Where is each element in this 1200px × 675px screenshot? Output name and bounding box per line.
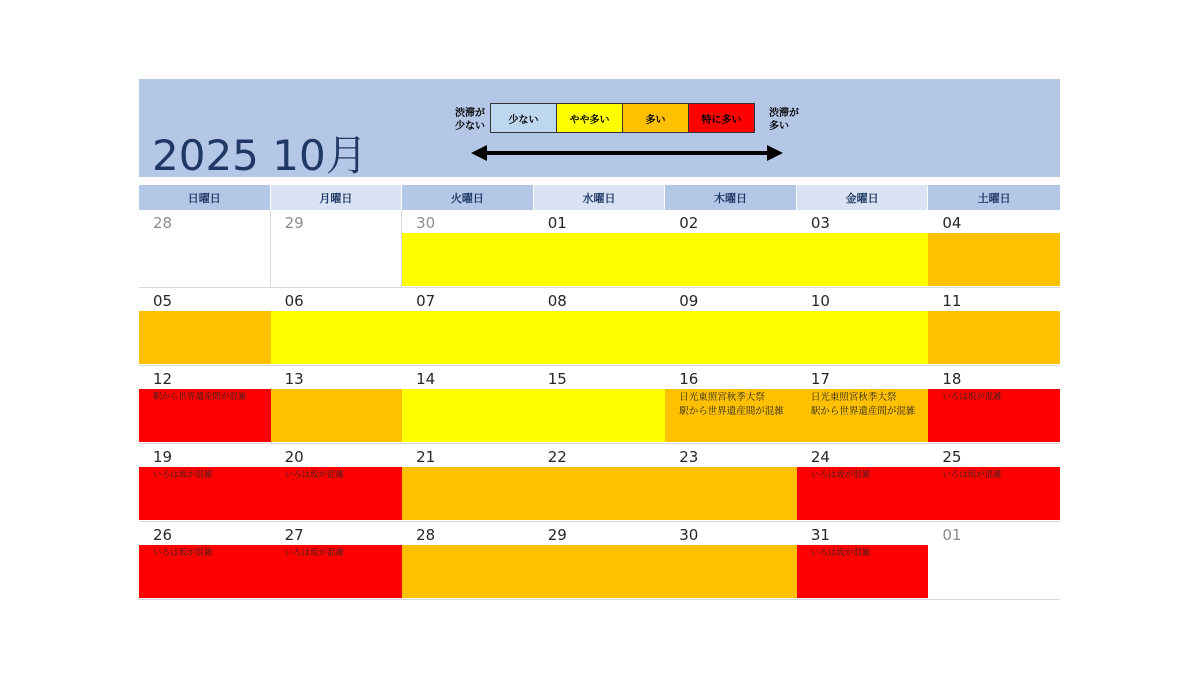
day-cell[interactable] <box>402 288 534 365</box>
legend-low-line-1: 渋滞が <box>455 108 485 119</box>
day-cell[interactable] <box>402 522 534 599</box>
week-row <box>139 366 1060 444</box>
day-cell[interactable] <box>534 444 666 521</box>
event-note <box>942 391 1002 403</box>
day-number: 28 <box>153 214 173 232</box>
weekday-header: 日曜日 <box>139 185 271 210</box>
legend-item-2: 多い <box>622 103 689 133</box>
weekday-header: 土曜日 <box>928 185 1060 210</box>
day-cell[interactable] <box>665 522 797 599</box>
congestion-band <box>534 311 666 364</box>
day-cell[interactable] <box>534 288 666 365</box>
congestion-band <box>271 311 403 364</box>
day-number: 27 <box>284 526 304 544</box>
day-number: 24 <box>810 448 830 466</box>
event-note-line: 駅から世界遺産間が混雑 <box>810 406 916 417</box>
event-note <box>285 469 345 481</box>
day-number: 12 <box>153 370 173 388</box>
legend-item-3: 特に多い <box>688 103 755 133</box>
week-row <box>139 522 1060 600</box>
legend-item-1: やや多い <box>556 103 623 133</box>
day-number: 03 <box>810 214 830 232</box>
day-cell[interactable] <box>665 444 797 521</box>
day-cell[interactable] <box>139 288 271 365</box>
event-note-line: いろは坂が混雑 <box>810 548 871 558</box>
day-number: 30 <box>679 526 699 544</box>
day-number: 06 <box>284 292 304 310</box>
week-row <box>139 210 1060 288</box>
day-cell[interactable] <box>402 444 534 521</box>
day-number: 09 <box>679 292 699 310</box>
day-cell[interactable] <box>139 522 271 599</box>
congestion-band <box>534 467 666 520</box>
day-number: 28 <box>416 526 436 544</box>
day-number: 21 <box>416 448 436 466</box>
day-cell[interactable] <box>271 210 403 287</box>
day-number: 05 <box>153 292 173 310</box>
congestion-band <box>402 311 534 364</box>
day-number: 17 <box>810 370 830 388</box>
event-note-line: いろは坂が混雑 <box>284 548 345 558</box>
congestion-band <box>665 545 797 598</box>
weekday-header-row <box>139 185 1060 210</box>
event-note-line: いろは坂が混雑 <box>153 548 213 558</box>
day-cell[interactable] <box>271 522 403 599</box>
day-number: 08 <box>547 292 567 310</box>
congestion-band <box>797 311 929 364</box>
day-cell[interactable] <box>797 288 929 365</box>
day-number: 01 <box>942 526 962 544</box>
day-number: 22 <box>547 448 567 466</box>
day-number: 14 <box>416 370 436 388</box>
congestion-band <box>402 389 534 442</box>
weekday-header: 火曜日 <box>402 185 534 210</box>
congestion-band <box>534 389 666 442</box>
congestion-band <box>928 233 1060 286</box>
congestion-band <box>797 233 929 286</box>
event-note-line: いろは坂が混雑 <box>153 470 213 480</box>
day-cell[interactable] <box>139 444 271 521</box>
day-cell[interactable] <box>797 210 929 287</box>
event-note <box>942 469 1002 481</box>
event-note-line: 日光東照宮秋季大祭 <box>810 392 897 403</box>
event-note <box>679 391 784 419</box>
event-note-line: 駅から世界遺産間が混雑 <box>153 392 247 402</box>
congestion-band <box>665 467 797 520</box>
day-cell[interactable] <box>665 288 797 365</box>
event-note-line: 日光東照宮秋季大祭 <box>679 392 765 403</box>
day-number: 02 <box>679 214 699 232</box>
congestion-band <box>534 233 666 286</box>
congestion-band <box>928 311 1060 364</box>
day-number: 31 <box>810 526 830 544</box>
congestion-band <box>534 545 666 598</box>
day-number: 29 <box>284 214 304 232</box>
week-row <box>139 444 1060 522</box>
day-number: 25 <box>942 448 962 466</box>
event-note-line: いろは坂が混雑 <box>942 392 1002 402</box>
day-number: 13 <box>284 370 304 388</box>
weekday-header: 月曜日 <box>271 185 403 210</box>
legend-boxes <box>491 103 755 133</box>
day-cell[interactable] <box>402 210 534 287</box>
day-cell[interactable] <box>928 288 1060 365</box>
day-number: 01 <box>547 214 567 232</box>
day-cell[interactable] <box>797 444 929 521</box>
day-number: 29 <box>547 526 567 544</box>
day-number: 15 <box>547 370 567 388</box>
double-arrow-icon <box>471 142 783 164</box>
weekday-header: 金曜日 <box>797 185 929 210</box>
calendar-header <box>139 79 1060 180</box>
day-cell[interactable] <box>928 444 1060 521</box>
event-note <box>811 391 916 419</box>
day-cell[interactable] <box>928 522 1060 599</box>
event-note-line: いろは坂が混雑 <box>284 470 345 480</box>
weekday-header: 木曜日 <box>665 185 797 210</box>
congestion-band <box>402 233 534 286</box>
day-cell[interactable] <box>271 288 403 365</box>
event-note <box>811 469 871 481</box>
day-cell[interactable] <box>139 366 271 443</box>
day-number: 30 <box>416 214 436 232</box>
calendar-grid <box>139 210 1060 600</box>
congestion-band <box>402 467 534 520</box>
day-cell[interactable] <box>139 210 271 287</box>
event-note-line: いろは坂が混雑 <box>810 470 871 480</box>
day-cell[interactable] <box>665 210 797 287</box>
legend-low-label <box>449 107 485 133</box>
congestion-band <box>271 389 403 442</box>
event-note-line: 駅から世界遺産間が混雑 <box>679 406 784 417</box>
day-number: 16 <box>679 370 699 388</box>
congestion-band <box>402 545 534 598</box>
congestion-band <box>139 311 271 364</box>
day-cell[interactable] <box>402 366 534 443</box>
legend-high-line-2: 多い <box>769 121 789 132</box>
day-number: 19 <box>153 448 173 466</box>
event-note <box>153 469 213 481</box>
day-cell[interactable] <box>797 522 929 599</box>
event-note <box>153 391 247 403</box>
day-number: 18 <box>942 370 962 388</box>
day-number: 04 <box>942 214 962 232</box>
legend-high-label <box>769 107 809 133</box>
day-cell[interactable] <box>534 522 666 599</box>
event-note-line: いろは坂が混雑 <box>942 470 1002 480</box>
day-number: 20 <box>284 448 304 466</box>
day-cell[interactable] <box>928 210 1060 287</box>
day-cell[interactable] <box>665 366 797 443</box>
calendar <box>139 79 1060 600</box>
event-note <box>285 547 345 559</box>
weekday-header: 水曜日 <box>534 185 666 210</box>
event-note <box>153 547 213 559</box>
legend-high-line-1: 渋滞が <box>769 108 799 119</box>
day-number: 26 <box>153 526 173 544</box>
day-number: 23 <box>679 448 699 466</box>
day-number: 07 <box>416 292 436 310</box>
event-note <box>811 547 871 559</box>
day-number: 11 <box>942 292 962 310</box>
day-cell[interactable] <box>797 366 929 443</box>
congestion-band <box>665 311 797 364</box>
day-cell[interactable] <box>534 366 666 443</box>
day-number: 10 <box>810 292 830 310</box>
month-title: 2025 10月 <box>152 131 368 180</box>
congestion-band <box>665 233 797 286</box>
day-cell[interactable] <box>928 366 1060 443</box>
day-cell[interactable] <box>534 210 666 287</box>
legend-item-0: 少ない <box>490 103 557 133</box>
day-cell[interactable] <box>271 444 403 521</box>
week-row <box>139 288 1060 366</box>
legend-low-line-2: 少ない <box>455 121 485 132</box>
day-cell[interactable] <box>271 366 403 443</box>
